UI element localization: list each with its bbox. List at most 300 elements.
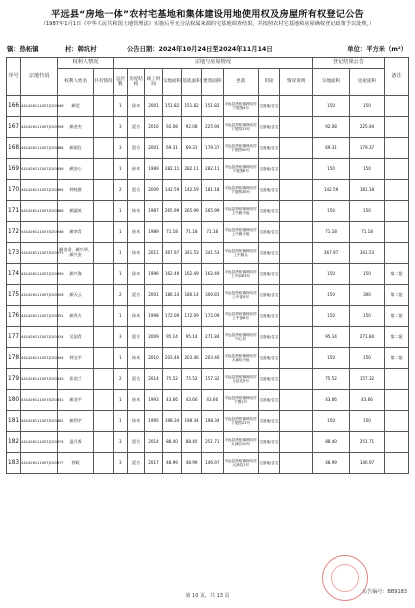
cell-year: 2017 [145, 453, 162, 474]
col-reg-house-area: 房屋面积 [350, 69, 385, 96]
cell-parcel-code: 441426111007JC00971 [21, 243, 58, 264]
cell-building-area: 146.97 [201, 453, 223, 474]
cell-remark [384, 96, 408, 117]
cell-reg-house-area: 179.37 [350, 138, 385, 159]
cell-building-area: 282.11 [201, 159, 223, 180]
cell-structure: 砖木 [127, 411, 144, 432]
table-row [7, 117, 409, 138]
cell-floors: 1 [113, 411, 127, 432]
cell-note [280, 390, 313, 411]
cell-seq: 174 [7, 264, 21, 285]
cell-year: 1995 [145, 411, 162, 432]
cell-seq: 178 [7, 348, 21, 369]
cell-shared [94, 453, 114, 474]
table-row [7, 138, 409, 159]
cell-land-area: 43.66 [162, 390, 182, 411]
table-row [7, 264, 409, 285]
cell-land-area: 162.49 [162, 264, 182, 285]
cell-remark: 第二批 [384, 264, 408, 285]
cell-seq: 183 [7, 453, 21, 474]
cell-shared [94, 306, 114, 327]
cell-use: 宅基地/住宅 [258, 327, 280, 348]
cell-shared [94, 117, 114, 138]
cell-parcel-code: 441426111007JC00862 [21, 411, 58, 432]
cell-structure: 砖木 [127, 264, 144, 285]
cell-parcel-code: 441426111007JC00856 [21, 159, 58, 180]
cell-remark [384, 411, 408, 432]
cell-structure: 砖木 [127, 348, 144, 369]
table-row [7, 348, 409, 369]
cell-remark [384, 453, 408, 474]
cell-reg-house-area: 271.84 [350, 327, 385, 348]
cell-seq: 182 [7, 432, 21, 453]
cell-shared [94, 96, 114, 117]
col-shared: 共有情况 [94, 69, 114, 96]
cell-location: 平远县热柘镇韩坑村下尾围4号 [223, 96, 258, 117]
cell-shared [94, 411, 114, 432]
cell-owner-name: 颜安心 [58, 159, 94, 180]
cell-owner-name: 颜李青 [58, 222, 94, 243]
cell-reg-house-area: 341.53 [350, 243, 385, 264]
cell-owner-name: 颜利宇 [58, 411, 94, 432]
cell-note [280, 411, 313, 432]
cell-owner-name: 颜兆火 [58, 306, 94, 327]
cell-floors: 1 [113, 96, 127, 117]
cell-building-area: 162.49 [201, 264, 223, 285]
cell-year: 2001 [145, 285, 162, 306]
cell-seq: 168 [7, 138, 21, 159]
cell-seq: 180 [7, 390, 21, 411]
page-number: 第 10 页，共 13 页 [185, 593, 230, 599]
cell-use: 宅基地/住宅 [258, 453, 280, 474]
table-row [7, 285, 409, 306]
cell-reg-land-area: 71.18 [313, 222, 350, 243]
cell-use: 宅基地/住宅 [258, 285, 280, 306]
cell-seq: 172 [7, 222, 21, 243]
cell-parcel-code: 441426111007JC00946 [21, 222, 58, 243]
cell-land-area: 88.40 [162, 432, 182, 453]
cell-location: 平远县热柘镇韩坑村丘肚光5号 [223, 369, 258, 390]
cell-base-area: 92.08 [182, 117, 202, 138]
cell-structure: 混合 [127, 180, 144, 201]
cell-reg-land-area: 150 [313, 96, 350, 117]
cell-floors: 3 [113, 117, 127, 138]
cell-owner-name: 钟政 [58, 453, 94, 474]
col-location: 坐落 [223, 69, 258, 96]
cell-reg-land-area: 150 [313, 159, 350, 180]
cell-reg-house-area: 71.18 [350, 222, 385, 243]
cell-floors: 1 [113, 243, 127, 264]
cell-note [280, 243, 313, 264]
cell-reg-land-area: 95.14 [313, 327, 350, 348]
cell-parcel-code: 441426111007JC00874 [21, 432, 58, 453]
cell-note [280, 264, 313, 285]
cell-owner-name: 张雨兰 [58, 369, 94, 390]
cell-shared [94, 138, 114, 159]
cell-owner-name: 颜金金、颜兴华、颜兴安 [58, 243, 94, 264]
col-registration-group: 登记结果公告 [313, 58, 385, 69]
cell-reg-house-area: 150 [350, 411, 385, 432]
cell-parcel-code: 441426111007JC00931 [21, 306, 58, 327]
cell-parcel-code: 441426111007JC00851 [21, 390, 58, 411]
cell-land-area: 95.14 [162, 327, 182, 348]
cell-year: 2014 [145, 432, 162, 453]
cell-year: 1989 [145, 159, 162, 180]
cell-base-area: 162.49 [182, 264, 202, 285]
cell-building-area: 151.82 [201, 96, 223, 117]
cell-use: 宅基地/住宅 [258, 138, 280, 159]
cell-location: 平远县热柘镇韩坑村上中廊小组 [223, 222, 258, 243]
cell-floors: 3 [113, 327, 127, 348]
cell-remark [384, 390, 408, 411]
cell-note [280, 96, 313, 117]
cell-note [280, 117, 313, 138]
cell-structure: 混合 [127, 432, 144, 453]
cell-land-area: 69.31 [162, 138, 182, 159]
cell-shared [94, 432, 114, 453]
cell-seq: 166 [7, 96, 21, 117]
cell-building-area: 265.99 [201, 201, 223, 222]
table-row [7, 306, 409, 327]
cell-note [280, 348, 313, 369]
cell-reg-house-area: 181.18 [350, 180, 385, 201]
cell-note [280, 285, 313, 306]
cell-land-area: 92.08 [162, 117, 182, 138]
cell-owner-name: 吴国青 [58, 327, 94, 348]
cell-note [280, 159, 313, 180]
cell-year: 2014 [145, 369, 162, 390]
cell-location: 平远县热柘镇韩坑村下围1号 [223, 390, 258, 411]
cell-reg-land-area: 48.99 [313, 453, 350, 474]
cell-base-area: 95.14 [182, 327, 202, 348]
cell-seq: 167 [7, 117, 21, 138]
cell-reg-house-area: 251.71 [350, 432, 385, 453]
page-title: 平远县“房地一体”农村宅基地和集体建设用地使用权及房屋所有权登记公告 [51, 9, 364, 20]
cell-base-area: 282.11 [182, 159, 202, 180]
cell-floors: 1 [113, 306, 127, 327]
cell-structure: 砖木 [127, 159, 144, 180]
cell-location: 平远县热柘镇韩坑村大神坑1号 [223, 453, 258, 474]
cell-year: 2009 [145, 327, 162, 348]
cell-structure: 混合 [127, 117, 144, 138]
table-row [7, 453, 409, 474]
cell-note [280, 369, 313, 390]
cell-remark [384, 180, 408, 201]
cell-building-area: 181.18 [201, 180, 223, 201]
document-id: 公告编号：BB9183 [362, 589, 407, 595]
cell-land-area: 265.99 [162, 201, 182, 222]
meta-row [7, 44, 407, 54]
cell-shared [94, 285, 114, 306]
cell-remark [384, 222, 408, 243]
cell-floors: 1 [113, 201, 127, 222]
cell-shared [94, 369, 114, 390]
cell-structure: 砖木 [127, 243, 144, 264]
cell-floors: 2 [113, 369, 127, 390]
cell-location: 平远县热柘镇韩坑村上中廊头 [223, 243, 258, 264]
cell-owner-name: 颜淑英 [58, 201, 94, 222]
cell-reg-land-area: 150 [313, 201, 350, 222]
cell-seq: 169 [7, 159, 21, 180]
cell-building-area: 71.18 [201, 222, 223, 243]
cell-use: 宅基地/住宅 [258, 159, 280, 180]
cell-land-area: 367.97 [162, 243, 182, 264]
col-structure: 房屋结构 [127, 69, 144, 96]
cell-parcel-code: 441426111007JC00926 [21, 285, 58, 306]
cell-year: 1989 [145, 222, 162, 243]
cell-base-area: 142.59 [182, 180, 202, 201]
cell-location: 平远县热柘镇韩坑村下尾围26号 [223, 180, 258, 201]
cell-shared [94, 180, 114, 201]
cell-owner-name: 颜党 [58, 96, 94, 117]
cell-building-area: 225.94 [201, 117, 223, 138]
cell-reg-house-area: 300 [350, 285, 385, 306]
cell-shared [94, 201, 114, 222]
cell-year: 2009 [145, 180, 162, 201]
col-year: 竣工时间 [145, 69, 162, 96]
cell-reg-land-area: 150 [313, 411, 350, 432]
cell-structure: 混合 [127, 285, 144, 306]
cell-base-area: 172.09 [182, 306, 202, 327]
cell-base-area: 43.66 [182, 390, 202, 411]
cell-use: 宅基地/住宅 [258, 222, 280, 243]
cell-structure: 砖木 [127, 306, 144, 327]
cell-land-area: 48.99 [162, 453, 182, 474]
cell-floors: 1 [113, 222, 127, 243]
cell-year: 2001 [145, 138, 162, 159]
col-seq: 序号 [7, 58, 21, 96]
cell-remark: 第二批 [384, 348, 408, 369]
cell-owner-name: 颜兴海 [58, 264, 94, 285]
cell-floors: 2 [113, 285, 127, 306]
cell-remark: 第二批 [384, 285, 408, 306]
cell-shared [94, 348, 114, 369]
cell-building-area: 341.53 [201, 243, 223, 264]
cell-building-area: 271.84 [201, 327, 223, 348]
cell-location: 平远县热柘镇韩坑村下尾围13号 [223, 117, 258, 138]
cell-year: 1993 [145, 390, 162, 411]
cell-use: 宅基地/住宅 [258, 348, 280, 369]
cell-reg-land-area: 367.97 [313, 243, 350, 264]
cell-structure: 混合 [127, 138, 144, 159]
cell-use: 宅基地/住宅 [258, 432, 280, 453]
cell-reg-land-area: 92.08 [313, 117, 350, 138]
cell-base-area: 198.34 [182, 411, 202, 432]
cell-use: 宅基地/住宅 [258, 264, 280, 285]
col-base-area: 基底面积 [182, 69, 202, 96]
cell-reg-house-area: 157.32 [350, 369, 385, 390]
cell-location: 平远县热柘镇韩坑村上中部83号 [223, 264, 258, 285]
cell-floors: 1 [113, 264, 127, 285]
cell-use: 宅基地/住宅 [258, 117, 280, 138]
cell-reg-land-area: 150 [313, 348, 350, 369]
cell-land-area: 142.59 [162, 180, 182, 201]
cell-location: 平远县热柘镇韩坑村下尾围50号 [223, 138, 258, 159]
col-use: 用途 [258, 69, 280, 96]
cell-location: 平远县热柘镇韩坑村大神坑小组 [223, 348, 258, 369]
cell-base-area: 203.46 [182, 348, 202, 369]
cell-year: 2016 [145, 117, 162, 138]
cell-floors: 3 [113, 432, 127, 453]
cell-location: 平远县热柘镇韩坑村上中部6号 [223, 306, 258, 327]
cell-owner-name: 颜丽宜 [58, 138, 94, 159]
cell-structure: 砖木 [127, 201, 144, 222]
page-subtitle: （1987年1月1日《中华人民共和国土地管理法》实施后至无合法权属来源的宅基地调查结果，并按照农村宅基地和房屋确权登记政策予以处理。） [40, 21, 375, 27]
cell-year: 2010 [145, 348, 162, 369]
cell-reg-house-area: 150 [350, 264, 385, 285]
cell-land-area: 282.11 [162, 159, 182, 180]
cell-floors: 1 [113, 390, 127, 411]
cell-seq: 181 [7, 411, 21, 432]
cell-note [280, 306, 313, 327]
cell-note [280, 453, 313, 474]
cell-building-area: 300.81 [201, 285, 223, 306]
table-row [7, 327, 409, 348]
cell-floors: 2 [113, 180, 127, 201]
cell-building-area: 198.34 [201, 411, 223, 432]
cell-reg-land-area: 88.40 [313, 432, 350, 453]
cell-shared [94, 264, 114, 285]
cell-use: 宅基地/住宅 [258, 306, 280, 327]
table-row [7, 96, 409, 117]
cell-remark [384, 432, 408, 453]
cell-use: 宅基地/住宅 [258, 390, 280, 411]
cell-note [280, 222, 313, 243]
cell-seq: 179 [7, 369, 21, 390]
cell-base-area: 186.14 [182, 285, 202, 306]
cell-seq: 171 [7, 201, 21, 222]
registration-table [6, 57, 409, 474]
cell-remark [384, 138, 408, 159]
cell-parcel-code: 441426111007JC00956 [21, 117, 58, 138]
cell-building-area: 172.09 [201, 306, 223, 327]
cell-seq: 170 [7, 180, 21, 201]
cell-note [280, 327, 313, 348]
cell-building-area: 251.71 [201, 432, 223, 453]
cell-year: 1996 [145, 264, 162, 285]
cell-reg-house-area: 150 [350, 306, 385, 327]
cell-owner-name: 钟桂群 [58, 180, 94, 201]
cell-building-area: 203.46 [201, 348, 223, 369]
cell-shared [94, 390, 114, 411]
cell-reg-house-area: 43.66 [350, 390, 385, 411]
cell-base-area: 265.99 [182, 201, 202, 222]
cell-reg-land-area: 150 [313, 285, 350, 306]
cell-year: 2001 [145, 96, 162, 117]
cell-owner-name: 颜龙平 [58, 390, 94, 411]
cell-building-area: 157.32 [201, 369, 223, 390]
cell-use: 宅基地/住宅 [258, 243, 280, 264]
cell-reg-house-area: 150 [350, 201, 385, 222]
cell-base-area: 151.82 [182, 96, 202, 117]
cell-floors: 1 [113, 159, 127, 180]
cell-base-area: 48.99 [182, 453, 202, 474]
cell-owner-name: 钟文平 [58, 348, 94, 369]
cell-parcel-code: 441426111007JC00944 [21, 348, 58, 369]
cell-note [280, 432, 313, 453]
cell-remark: 第二批 [384, 306, 408, 327]
cell-land-area: 151.82 [162, 96, 182, 117]
cell-reg-house-area: 225.94 [350, 117, 385, 138]
cell-location: 平远县热柘镇韩坑村上中部4号 [223, 285, 258, 306]
table-row [7, 432, 409, 453]
cell-remark [384, 159, 408, 180]
cell-seq: 177 [7, 327, 21, 348]
period-label: 公告日期：2024年10月24日至2024年11月14日 [127, 46, 273, 53]
table-row [7, 369, 409, 390]
cell-owner-name: 颜金杰 [58, 117, 94, 138]
cell-seq: 176 [7, 306, 21, 327]
cell-structure: 砖木 [127, 222, 144, 243]
cell-land-area: 71.18 [162, 222, 182, 243]
cell-use: 宅基地/住宅 [258, 96, 280, 117]
village-label: 村：韩坑村 [65, 46, 97, 53]
cell-parcel-code: 441426111007JC00965 [21, 180, 58, 201]
cell-location: 平远县热柘镇韩坑村大神坑10号 [223, 432, 258, 453]
table-row [7, 243, 409, 264]
cell-parcel-code: 441426111007JC00877 [21, 453, 58, 474]
table-row [7, 180, 409, 201]
table-row [7, 201, 409, 222]
cell-remark [384, 243, 408, 264]
cell-shared [94, 243, 114, 264]
cell-floors: 3 [113, 138, 127, 159]
cell-structure: 混合 [127, 369, 144, 390]
cell-location: 平远县热柘镇韩坑村上中廊小组 [223, 201, 258, 222]
cell-parcel-code: 441426111007JC00924 [21, 327, 58, 348]
cell-structure: 混合 [127, 327, 144, 348]
cell-base-area: 69.31 [182, 138, 202, 159]
cell-use: 宅基地/住宅 [258, 369, 280, 390]
cell-parcel-code: 441426111007JC00845 [21, 369, 58, 390]
col-floors: 总层数 [113, 69, 127, 96]
cell-reg-house-area: 150 [350, 159, 385, 180]
cell-structure: 混合 [127, 453, 144, 474]
cell-land-area: 203.46 [162, 348, 182, 369]
table-row [7, 411, 409, 432]
cell-use: 宅基地/住宅 [258, 180, 280, 201]
cell-reg-land-area: 69.31 [313, 138, 350, 159]
cell-land-area: 75.52 [162, 369, 182, 390]
cell-owner-name: 温月香 [58, 432, 94, 453]
cell-shared [94, 327, 114, 348]
cell-use: 宅基地/住宅 [258, 411, 280, 432]
cell-base-area: 341.53 [182, 243, 202, 264]
cell-structure: 砖木 [127, 390, 144, 411]
cell-reg-house-area: 150 [350, 96, 385, 117]
cell-floors: 3 [113, 453, 127, 474]
cell-owner-name: 颜天云 [58, 285, 94, 306]
cell-seq: 173 [7, 243, 21, 264]
cell-remark: 第二批 [384, 327, 408, 348]
table-row [7, 222, 409, 243]
cell-year: 1987 [145, 201, 162, 222]
cell-building-area: 43.66 [201, 390, 223, 411]
cell-parcel-code: 441426111007JC00886 [21, 201, 58, 222]
cell-location: 平远县热柘镇韩坑村下尾围8号 [223, 159, 258, 180]
table-row [7, 159, 409, 180]
cell-reg-land-area: 150 [313, 306, 350, 327]
town-label: 镇：热柘镇 [7, 46, 39, 53]
cell-seq: 175 [7, 285, 21, 306]
col-owner-name: 权利人姓名 [58, 69, 94, 96]
col-remark: 备注 [384, 58, 408, 96]
cell-floors: 1 [113, 348, 127, 369]
cell-remark [384, 201, 408, 222]
col-rights-group: 权利人情况 [58, 58, 114, 69]
cell-note [280, 201, 313, 222]
cell-note [280, 180, 313, 201]
